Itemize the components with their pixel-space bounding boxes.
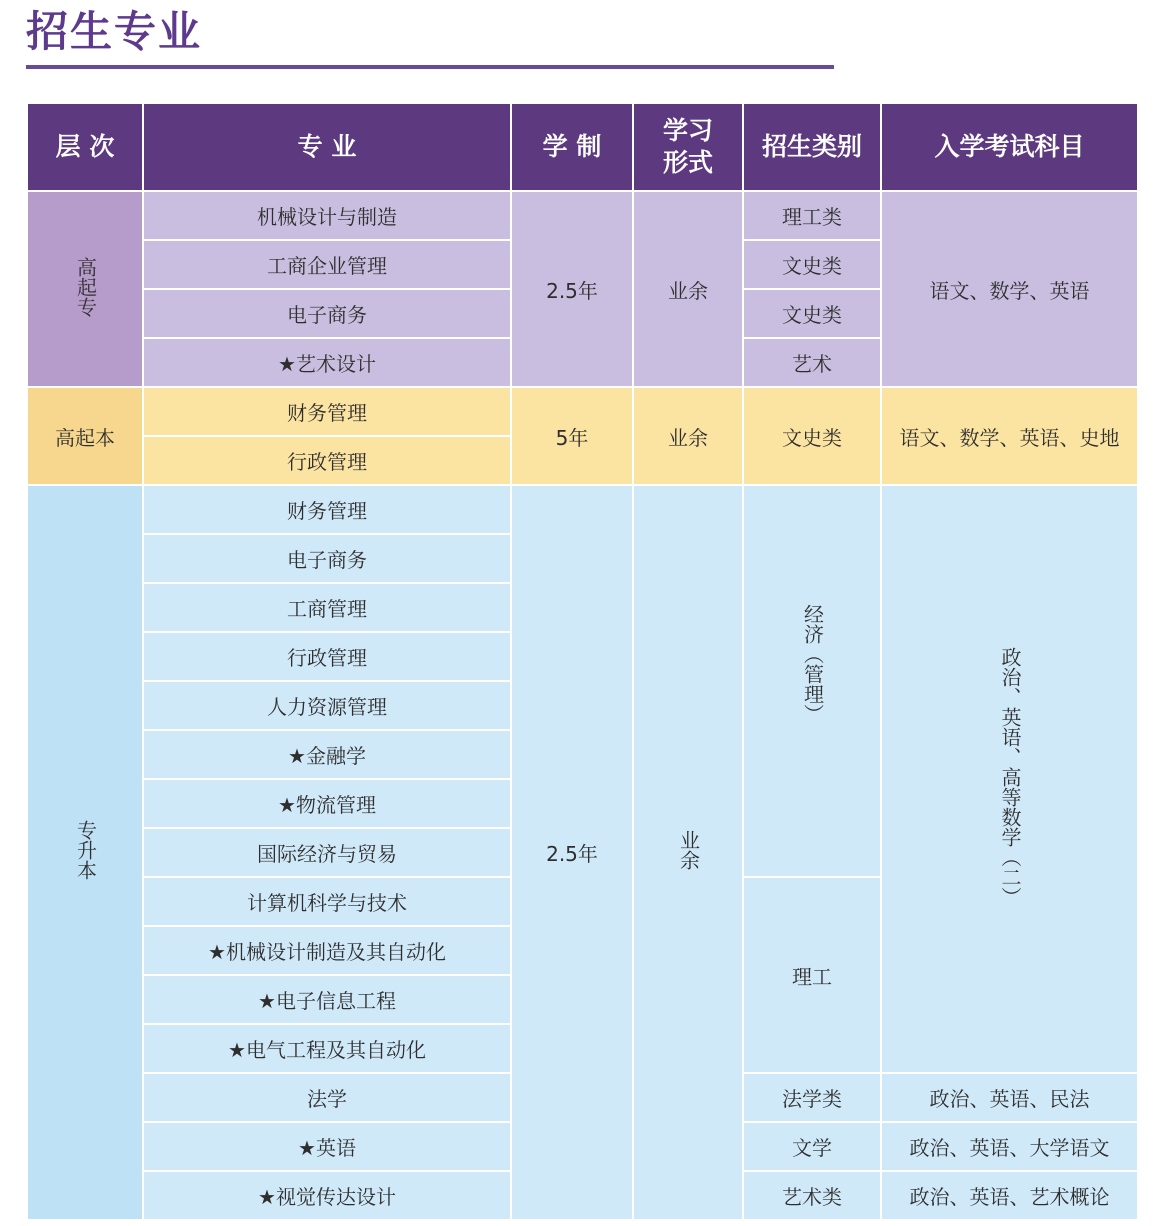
major-cell: ★电子信息工程: [143, 975, 511, 1024]
category-cell: 理工: [743, 877, 881, 1073]
major-cell: 法学: [143, 1073, 511, 1122]
major-cell: 工商管理: [143, 583, 511, 632]
study-form-cell: [633, 485, 743, 1220]
header-duration: 学 制: [511, 103, 633, 191]
major-cell: ★金融学: [143, 730, 511, 779]
major-cell: 电子商务: [143, 534, 511, 583]
table-row: [27, 485, 1138, 534]
category-cell: 理工类: [743, 191, 881, 240]
duration-cell: 2.5年: [511, 191, 633, 387]
level-label: 专升本: [73, 820, 98, 880]
major-cell: 财务管理: [143, 387, 511, 436]
level-label: 高起专: [73, 256, 98, 317]
table-header-row: [27, 103, 1138, 191]
major-cell: ★机械设计制造及其自动化: [143, 926, 511, 975]
exam-subjects-cell: [881, 485, 1138, 1073]
major-cell: 工商企业管理: [143, 240, 511, 289]
study-form-cell: 业余: [633, 387, 743, 485]
category-cell: 文史类: [743, 289, 881, 338]
exam-subjects-label: 政治、英语、高等数学（二）: [998, 646, 1022, 907]
header-study-form: 学习 形式: [633, 103, 743, 191]
header-category: 招生类别: [743, 103, 881, 191]
category-cell: 文史类: [743, 240, 881, 289]
major-cell: 国际经济与贸易: [143, 828, 511, 877]
level-cell: [27, 485, 143, 1220]
header-level: 层 次: [27, 103, 143, 191]
major-cell: 行政管理: [143, 632, 511, 681]
exam-subjects-cell: 语文、数学、英语: [881, 191, 1138, 387]
category-label: 经济（管理）: [800, 604, 825, 724]
header-major: 专 业: [143, 103, 511, 191]
category-cell: 艺术: [743, 338, 881, 387]
category-cell: 文史类: [743, 387, 881, 485]
study-form-label: 业余: [676, 830, 701, 870]
title-underline: [26, 65, 834, 69]
major-cell: 电子商务: [143, 289, 511, 338]
table-row: [27, 387, 1138, 436]
major-cell: 财务管理: [143, 485, 511, 534]
major-cell: ★物流管理: [143, 779, 511, 828]
major-cell: ★英语: [143, 1122, 511, 1171]
category-cell: 法学类: [743, 1073, 881, 1122]
category-cell: 艺术类: [743, 1171, 881, 1220]
major-cell: 机械设计与制造: [143, 191, 511, 240]
major-cell: 计算机科学与技术: [143, 877, 511, 926]
majors-table: [26, 102, 1139, 1221]
major-cell: ★艺术设计: [143, 338, 511, 387]
major-cell: 人力资源管理: [143, 681, 511, 730]
header-exam-subjects: 入学考试科目: [881, 103, 1138, 191]
table-row: [27, 191, 1138, 240]
category-cell: [743, 485, 881, 877]
category-cell: 文学: [743, 1122, 881, 1171]
level-cell: [27, 191, 143, 387]
duration-cell: 2.5年: [511, 485, 633, 1220]
major-cell: ★电气工程及其自动化: [143, 1024, 511, 1073]
major-cell: ★视觉传达设计: [143, 1171, 511, 1220]
major-cell: 行政管理: [143, 436, 511, 485]
duration-cell: 5年: [511, 387, 633, 485]
exam-subjects-cell: 政治、英语、大学语文: [881, 1122, 1138, 1171]
page-title: 招生专业: [26, 7, 203, 56]
level-cell: 高起本: [27, 387, 143, 485]
exam-subjects-cell: 政治、英语、民法: [881, 1073, 1138, 1122]
exam-subjects-cell: 政治、英语、艺术概论: [881, 1171, 1138, 1220]
study-form-cell: 业余: [633, 191, 743, 387]
exam-subjects-cell: 语文、数学、英语、史地: [881, 387, 1138, 485]
